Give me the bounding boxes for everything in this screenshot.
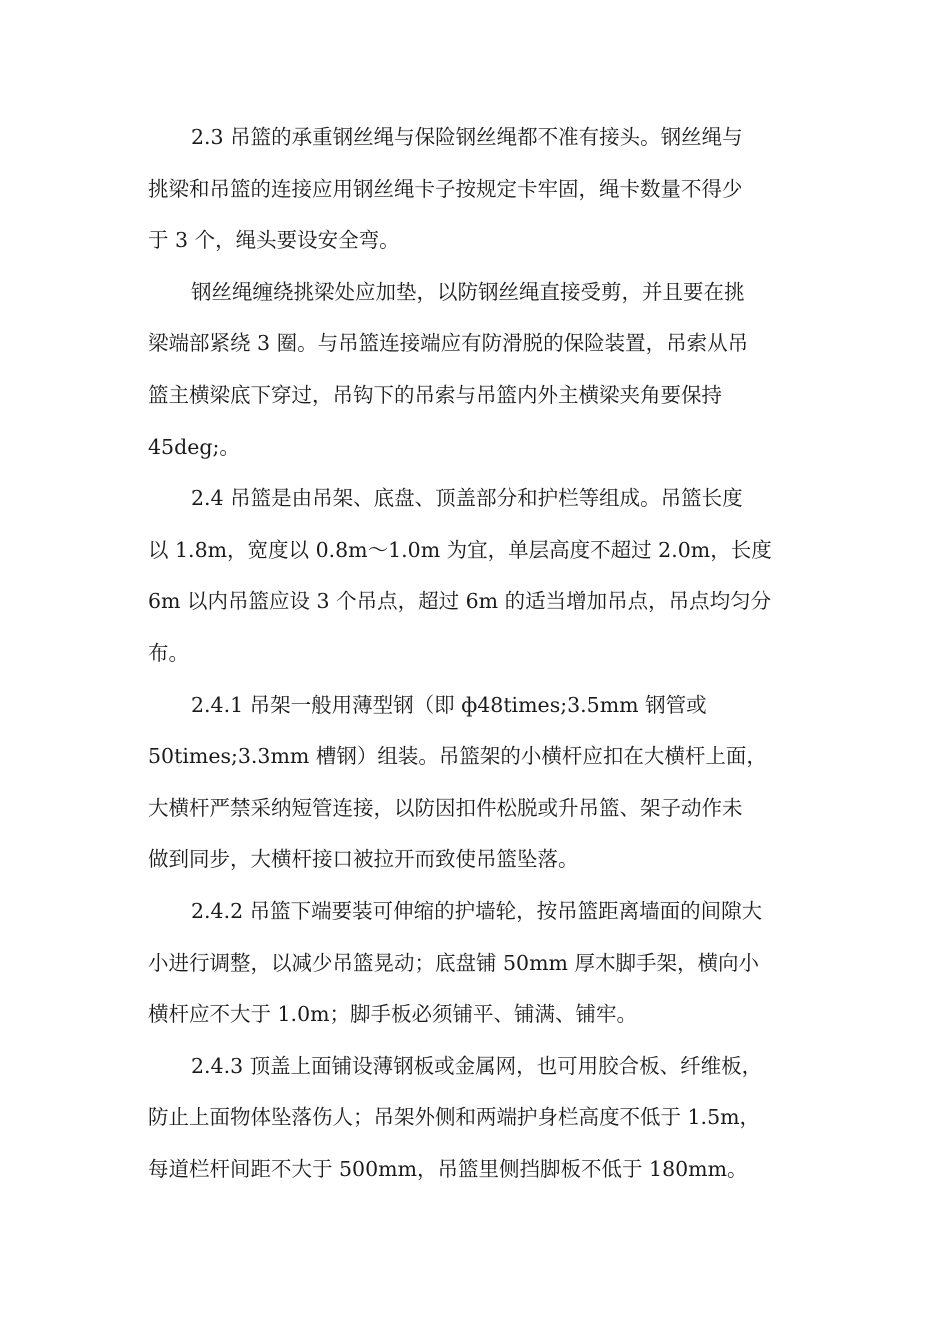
text-line: 2.3 吊篮的承重钢丝绳与保险钢丝绳都不准有接头。钢丝绳与 — [191, 125, 743, 149]
text-line: 做到同步，大横杆接口被拉开而致使吊篮坠落。 — [148, 847, 579, 872]
text-line: 大横杆严禁采纳短管连接，以防因扣件松脱或升吊篮、架子动作未 — [148, 795, 743, 820]
paragraph-2-4 — [148, 473, 804, 679]
paragraph-2-4-2 — [148, 886, 804, 1041]
text-line: 挑梁和吊篮的连接应用钢丝绳卡子按规定卡牢固，绳卡数量不得少 — [148, 176, 743, 201]
text-line: 45deg;。 — [148, 434, 240, 459]
paragraph-2-3 — [148, 112, 804, 267]
text-line: 梁端部紧绕 3 圈。与吊篮连接端应有防滑脱的保险装置，吊索从吊 — [148, 331, 749, 356]
paragraph-2-4-3 — [148, 1041, 804, 1196]
text-line: 2.4 吊篮是由吊架、底盘、顶盖部分和护栏等组成。吊篮长度 — [191, 486, 743, 511]
paragraph-2-4-1 — [148, 680, 804, 886]
text-line: 6m 以内吊篮应设 3 个吊点，超过 6m 的适当增加吊点，吊点均匀分 — [148, 589, 772, 614]
text-line: 横杆应不大于 1.0m；脚手板必须铺平、铺满、铺牢。 — [148, 1002, 638, 1027]
text-line: 2.4.3 顶盖上面铺设薄钢板或金属网，也可用胶合板、纤维板， — [191, 1053, 763, 1078]
text-line: 50times;3.3mm 槽钢）组装。吊篮架的小横杆应扣在大横杆上面， — [148, 744, 767, 769]
text-line: 篮主横梁底下穿过，吊钩下的吊索与吊篮内外主横梁夹角要保持 — [148, 382, 722, 407]
text-line: 于 3 个，绳头要设安全弯。 — [148, 228, 400, 253]
text-line: 以 1.8m，宽度以 0.8m～1.0m 为宜，单层高度不超过 2.0m，长度 — [148, 537, 772, 562]
text-line: 钢丝绳缠绕挑梁处应加垫，以防钢丝绳直接受剪，并且要在挑 — [191, 279, 745, 304]
document-body — [148, 112, 804, 1195]
paragraph-wire-rope — [148, 267, 804, 473]
text-line: 每道栏杆间距不大于 500mm，吊篮里侧挡脚板不低于 180mm。 — [148, 1156, 748, 1181]
text-line: 2.4.1 吊架一般用薄型钢（即 ф48times;3.5mm 钢管或 — [191, 692, 707, 717]
text-line: 小进行调整，以减少吊篮晃动；底盘铺 50mm 厚木脚手架，横向小 — [148, 950, 759, 975]
text-line: 布。 — [148, 640, 189, 665]
text-line: 2.4.2 吊篮下端要装可伸缩的护墙轮，按吊篮距离墙面的间隙大 — [191, 898, 763, 923]
text-line: 防止上面物体坠落伤人；吊架外侧和两端护身栏高度不低于 1.5m， — [148, 1105, 761, 1130]
